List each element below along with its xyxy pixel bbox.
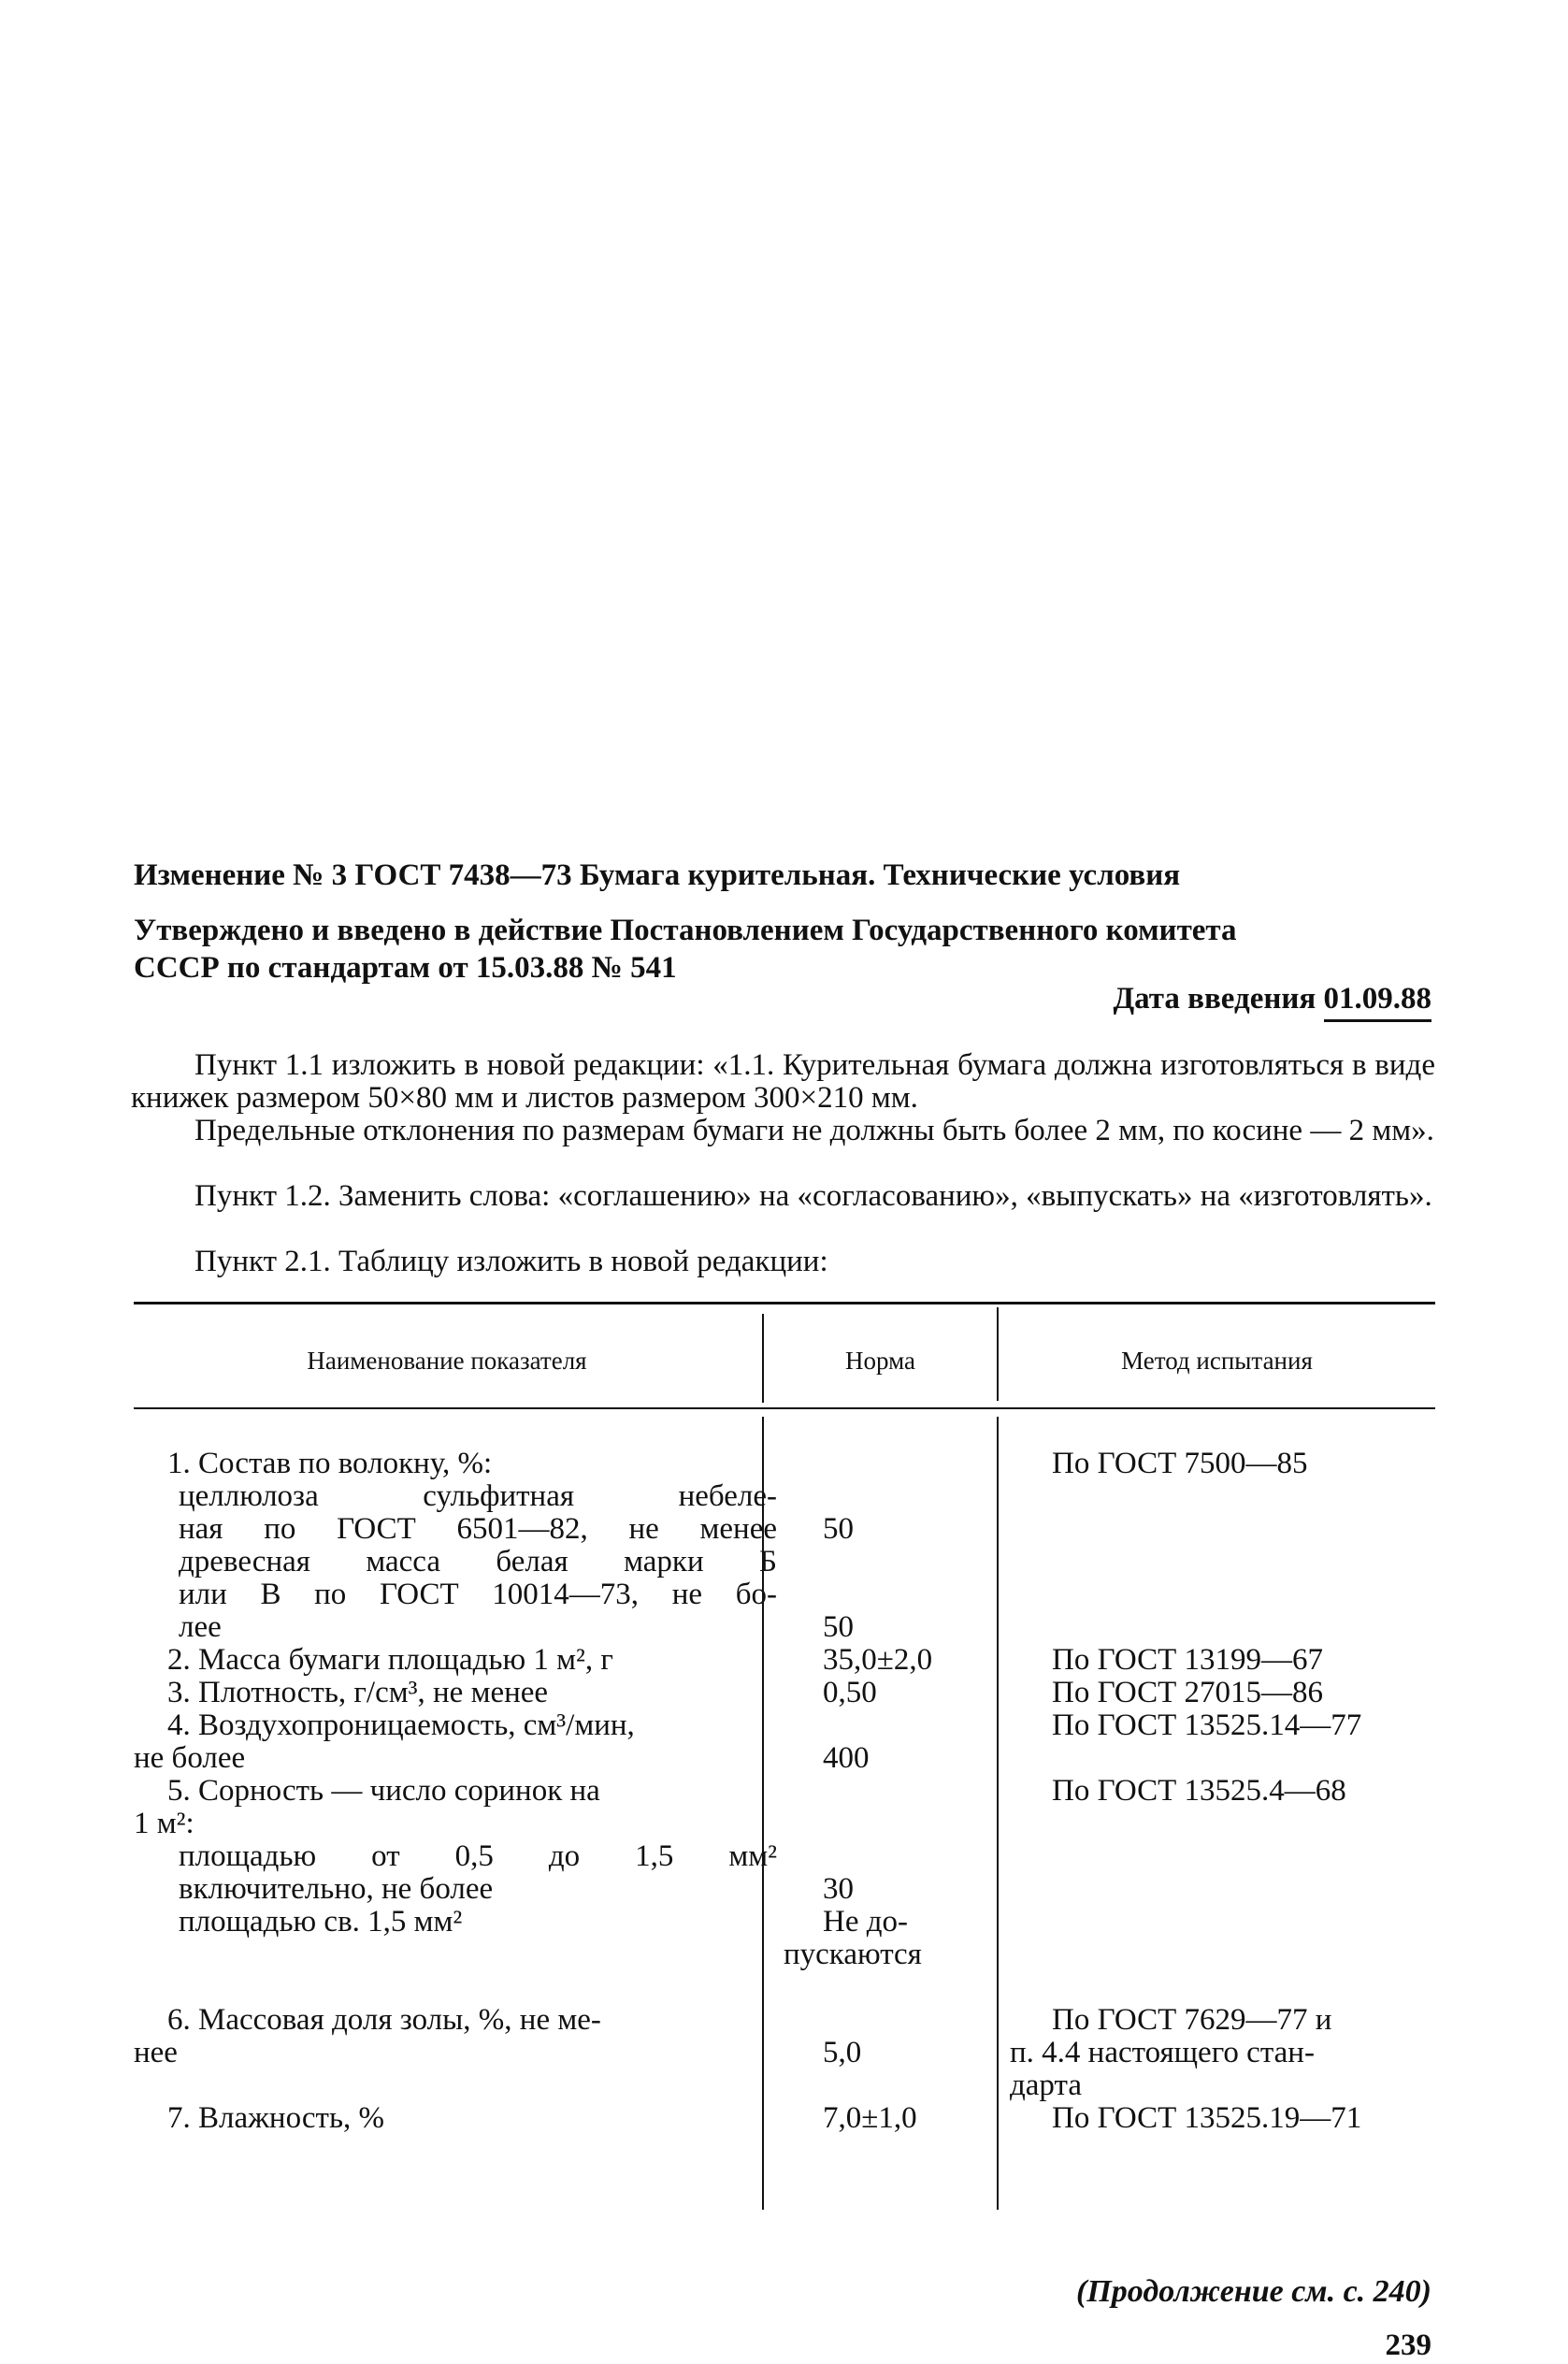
row-6-method-b: п. 4.4 настоящего стан- [1010, 2036, 1315, 2069]
row-5-norm-a: 30 [823, 1872, 854, 1906]
paragraph-2-1: Пункт 2.1. Таблицу изложить в новой редакции: [194, 1245, 828, 1278]
paragraph-tolerances: Предельные отклонения по размерам бумаги не должны быть более 2 мм, по косине — 2 мм». [194, 1114, 1434, 1147]
page-number: 239 [1385, 2328, 1431, 2362]
row-1-name-c: ная по ГОСТ 6501—82, не менее [179, 1512, 777, 1546]
row-5-name-d: включительно, не более [179, 1872, 494, 1906]
row-2-norm: 35,0±2,0 [823, 1643, 933, 1677]
table-header-rule [134, 1407, 1435, 1409]
paragraph-1-2: Пункт 1.2. Заменить слова: «соглашению» на «согласованию», «выпускать» на «изготовлять». [194, 1179, 1432, 1213]
row-1-name-d: древесная масса белая марки Б [179, 1545, 777, 1578]
row-7-norm: 7,0±1,0 [823, 2101, 917, 2135]
row-3-norm: 0,50 [823, 1676, 877, 1709]
effective-date [1113, 980, 1431, 1017]
column-divider-2 [997, 1417, 999, 2210]
row-6-method-c: дарта [1010, 2068, 1082, 2102]
row-2-name: 2. Масса бумаги площадью 1 м², г [167, 1643, 613, 1677]
row-2-method: По ГОСТ 13199—67 [1052, 1643, 1323, 1677]
row-5-name-a: 5. Сорность — число соринок на [167, 1774, 600, 1808]
row-5-name-b: 1 м²: [134, 1807, 194, 1840]
row-5-method: По ГОСТ 13525.4—68 [1052, 1774, 1346, 1808]
row-4-norm: 400 [823, 1741, 870, 1775]
effective-date-label: Дата введения [1113, 982, 1324, 1016]
row-1-name-a: 1. Состав по волокну, %: [167, 1447, 493, 1480]
row-1-name-b: целлюлоза сульфитная небеле- [179, 1479, 777, 1513]
row-5-norm-b: Не до- [823, 1905, 909, 1939]
row-4-name-a: 4. Воздухопроницаемость, см³/мин, [167, 1708, 635, 1742]
effective-date-value: 01.09.88 [1324, 982, 1432, 1022]
row-4-name-b: не более [134, 1741, 246, 1775]
approval-line-1: Утверждено и введено в действие Постановлением Государственного комитета [134, 914, 1237, 947]
row-1-name-f: лее [179, 1610, 222, 1644]
row-7-method: По ГОСТ 13525.19—71 [1052, 2101, 1362, 2135]
row-6-method-a: По ГОСТ 7629—77 и [1052, 2003, 1332, 2037]
row-5-norm-c: пускаются [784, 1938, 922, 1971]
row-5-name-e: площадью св. 1,5 мм² [179, 1905, 463, 1939]
paragraph-1-1: Пункт 1.1 изложить в новой редакции: «1.1. Курительная бумага должна изготовляться в виде книжек размером 50×80 мм и листов размером 300×210 мм. [131, 1048, 1435, 1115]
row-1-norm-b: 50 [823, 1610, 854, 1644]
row-1-name-e: или В по ГОСТ 10014—73, не бо- [179, 1578, 777, 1611]
header-indicator: Наименование показателя [307, 1347, 587, 1375]
row-7-name: 7. Влажность, % [167, 2101, 385, 2135]
header-norm: Норма [845, 1347, 915, 1375]
row-6-norm: 5,0 [823, 2036, 862, 2069]
continuation-note: (Продолжение см. с. 240) [1076, 2274, 1431, 2309]
approval-line-2: СССР по стандартам от 15.03.88 № 541 [134, 951, 677, 985]
row-6-name-b: нее [134, 2036, 178, 2069]
amendment-title: Изменение № 3 ГОСТ 7438—73 Бумага курительная. Технические условия [134, 858, 1181, 892]
header-method: Метод испытания [1121, 1347, 1313, 1375]
row-1-norm-a: 50 [823, 1512, 854, 1546]
row-3-name: 3. Плотность, г/см³, не менее [167, 1676, 549, 1709]
row-3-method: По ГОСТ 27015—86 [1052, 1676, 1323, 1709]
row-1-method: По ГОСТ 7500—85 [1052, 1447, 1308, 1480]
table-top-rule [134, 1302, 1435, 1305]
row-5-name-c: площадью от 0,5 до 1,5 мм² [179, 1839, 777, 1873]
row-6-name-a: 6. Массовая доля золы, %, не ме- [167, 2003, 601, 2037]
row-4-method: По ГОСТ 13525.14—77 [1052, 1708, 1362, 1742]
